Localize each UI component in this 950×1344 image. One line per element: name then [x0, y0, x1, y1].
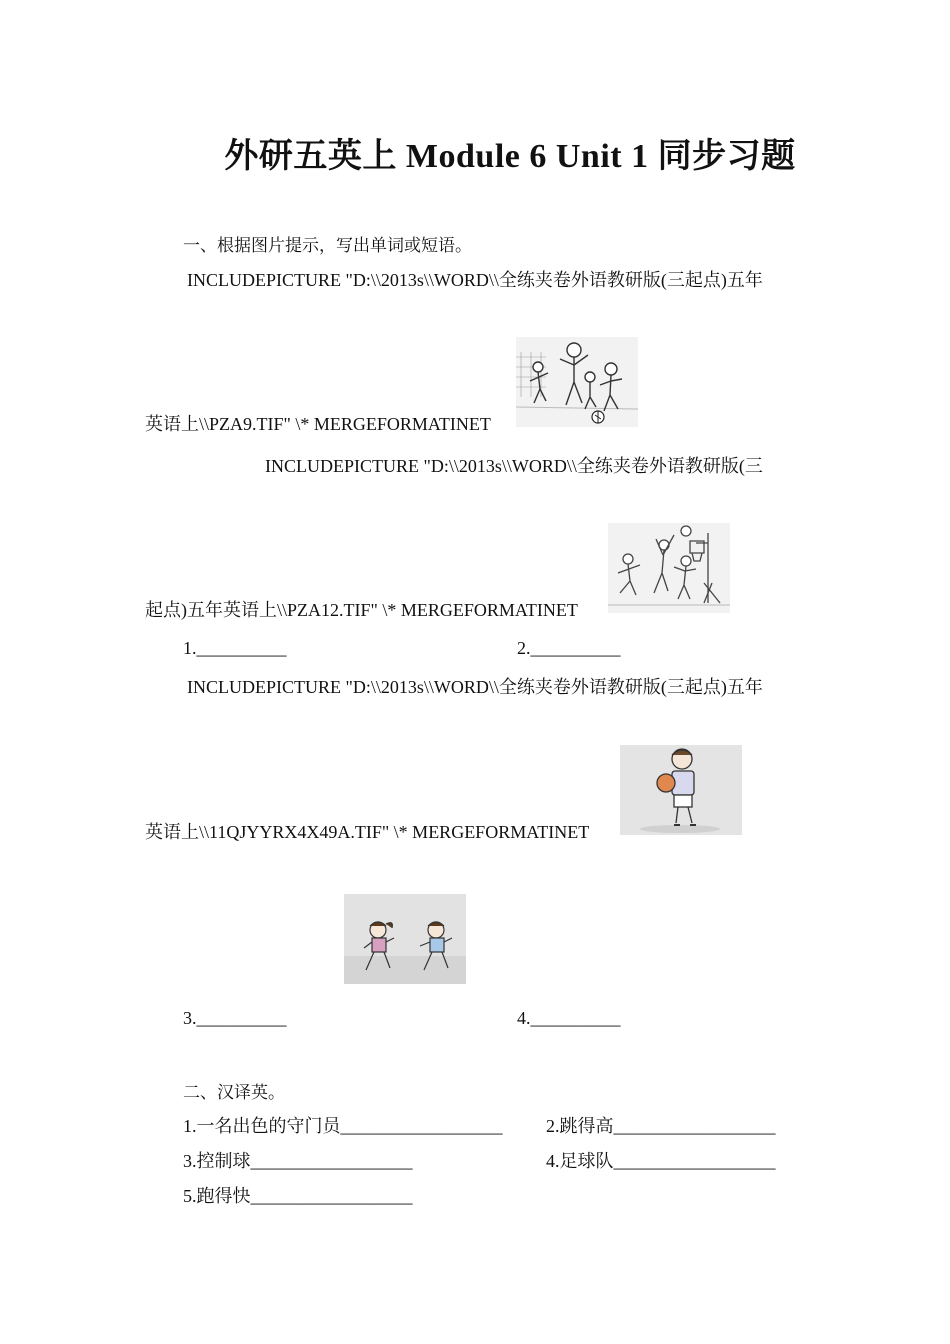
page-title: 外研五英上 Module 6 Unit 1 同步习题 — [224, 138, 796, 175]
section1-heading: 一、根据图片提示，写出单词或短语。 — [183, 236, 472, 256]
translation-item[interactable]: 3.控制球__________________ — [183, 1151, 413, 1171]
section2-heading: 二、汉译英。 — [183, 1083, 285, 1103]
answer-blank-4[interactable]: 4.__________ — [517, 1008, 621, 1028]
answer-blank-2[interactable]: 2.__________ — [517, 638, 621, 658]
children-running-image — [344, 894, 466, 984]
answer-blank-1[interactable]: 1.__________ — [183, 638, 287, 658]
translation-item[interactable]: 1.一名出色的守门员__________________ — [183, 1116, 503, 1136]
basketball-players-image — [608, 523, 730, 613]
answer-blank-3[interactable]: 3.__________ — [183, 1008, 287, 1028]
translation-item[interactable]: 4.足球队__________________ — [546, 1151, 776, 1171]
translation-item[interactable]: 2.跳得高__________________ — [546, 1116, 776, 1136]
field-code-3-line2: 英语上\\11QJYYRX4X49A.TIF" \* MERGEFORMATINET — [145, 822, 590, 842]
soccer-players-image — [516, 337, 638, 427]
field-code-2-line2: 起点)五年英语上\\PZA12.TIF" \* MERGEFORMATINET — [145, 600, 578, 620]
field-code-2-line1: INCLUDEPICTURE "D:\\2013s\\WORD\\全练夹卷外语教研版(三 — [265, 456, 763, 476]
boy-basketball-image — [620, 745, 742, 835]
translation-item[interactable]: 5.跑得快__________________ — [183, 1186, 413, 1206]
field-code-1-line2: 英语上\\PZA9.TIF" \* MERGEFORMATINET — [145, 414, 491, 434]
field-code-3-line1: INCLUDEPICTURE "D:\\2013s\\WORD\\全练夹卷外语教研版(三起点)五年 — [187, 677, 763, 697]
field-code-1-line1: INCLUDEPICTURE "D:\\2013s\\WORD\\全练夹卷外语教研版(三起点)五年 — [187, 270, 763, 290]
